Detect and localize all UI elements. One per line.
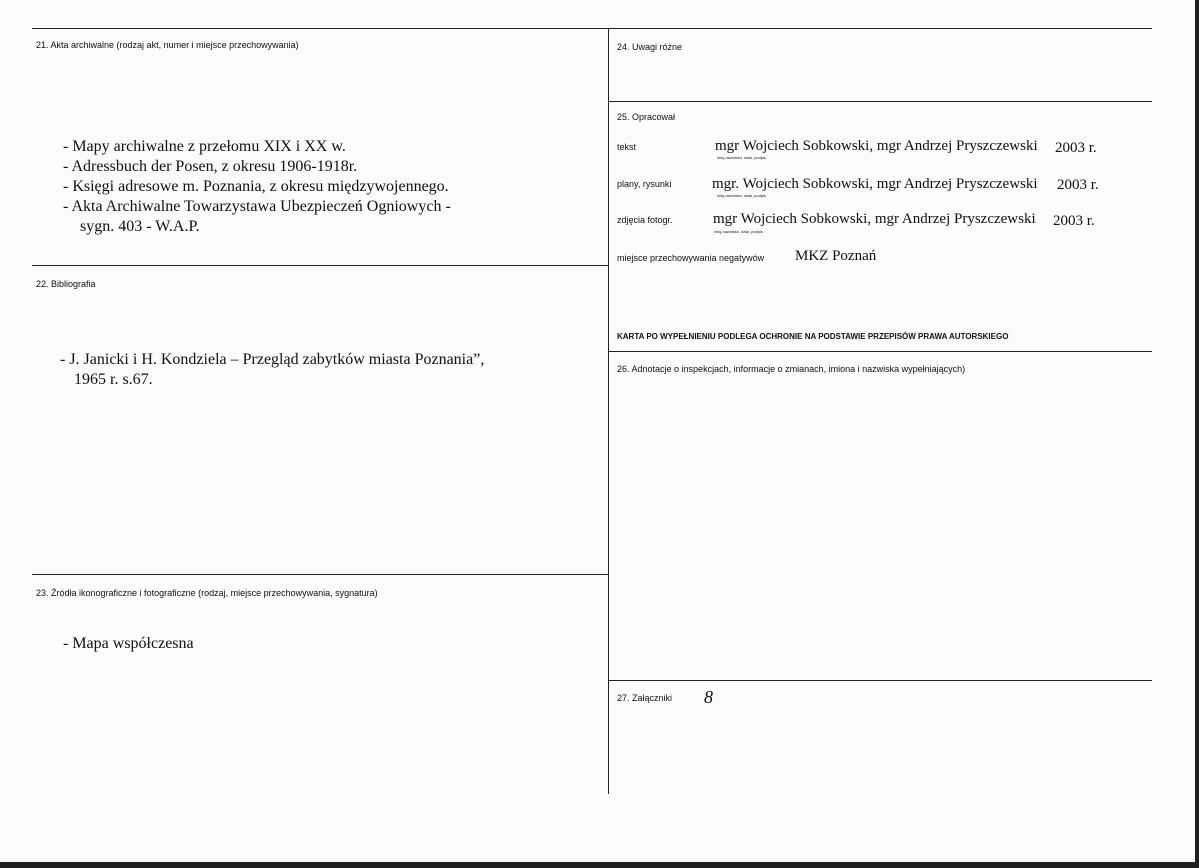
author-row-note: imię,nazwisko, data, podpis xyxy=(717,155,766,160)
author-row-label: plany, rysunki xyxy=(617,179,672,189)
rule-21-22 xyxy=(32,265,608,266)
author-row-year: 2003 r. xyxy=(1055,140,1097,156)
author-row-label: zdjęcia fotogr. xyxy=(617,215,673,225)
section-21-label: 21. Akta archiwalne (rodzaj akt, numer i miejsce przechowywania) xyxy=(36,40,299,50)
section-26-label: 26. Adnotacje o inspekcjach, informacje o zmianach, imiona i nazwiska wypełniających) xyxy=(617,364,966,374)
top-rule xyxy=(32,28,1152,29)
author-row-year: 2003 r. xyxy=(1053,213,1095,229)
negatives-label: miejsce przechowywania negatywów xyxy=(617,253,765,263)
section-22-label: 22. Bibliografia xyxy=(36,279,96,289)
iconographic-item: - Mapa współczesna xyxy=(63,635,194,652)
author-row-name: mgr Wojciech Sobkowski, mgr Andrzej Pryszczewski xyxy=(713,211,1036,227)
archive-item: - Mapy archiwalne z przełomu XIX i XX w. xyxy=(63,138,346,155)
rule-26-27 xyxy=(608,680,1152,681)
author-row-note: imię,nazwisko, data, podpis xyxy=(714,229,763,234)
archive-item: - Akta Archiwalne Towarzystawa Ubezpieczeń Ogniowych - xyxy=(63,198,451,215)
author-row-name: mgr Wojciech Sobkowski, mgr Andrzej Pryszczewski xyxy=(715,138,1038,154)
negatives-value: MKZ Poznań xyxy=(795,248,877,264)
archive-item: - Księgi adresowe m. Poznania, z okresu międzywojennego. xyxy=(63,178,449,195)
section-27-label: 27. Załączniki xyxy=(617,693,673,703)
bibliography-item: - J. Janicki i H. Kondziela – Przegląd zabytków miasta Poznania”, xyxy=(60,351,485,368)
copyright-notice: KARTA PO WYPEŁNIENIU PODLEGA OCHRONIE NA PODSTAWIE PRZEPISÓW PRAWA AUTORSKIEGO xyxy=(617,332,1009,341)
author-row-note: imię,nazwisko, data, podpis xyxy=(717,193,766,198)
author-row-name: mgr. Wojciech Sobkowski, mgr Andrzej Pryszczewski xyxy=(712,176,1038,192)
archive-item: sygn. 403 - W.A.P. xyxy=(80,218,200,235)
author-row-year: 2003 r. xyxy=(1057,177,1099,193)
author-row-label: tekst xyxy=(617,142,637,152)
rule-22-23 xyxy=(32,574,608,575)
archive-item: - Adressbuch der Posen, z okresu 1906-1918r. xyxy=(63,158,358,175)
section-23-label: 23. Źródła ikonograficzne i fotograficzne (rodzaj, miejsce przechowywania, sygnatura) xyxy=(36,588,378,598)
attachments-count: 8 xyxy=(704,687,713,707)
rule-24-25 xyxy=(608,101,1152,102)
rule-25-26 xyxy=(608,351,1152,352)
bibliography-item: 1965 r. s.67. xyxy=(74,371,153,388)
section-24-label: 24. Uwagi różne xyxy=(617,42,683,52)
section-25-label: 25. Opracował xyxy=(617,112,676,122)
